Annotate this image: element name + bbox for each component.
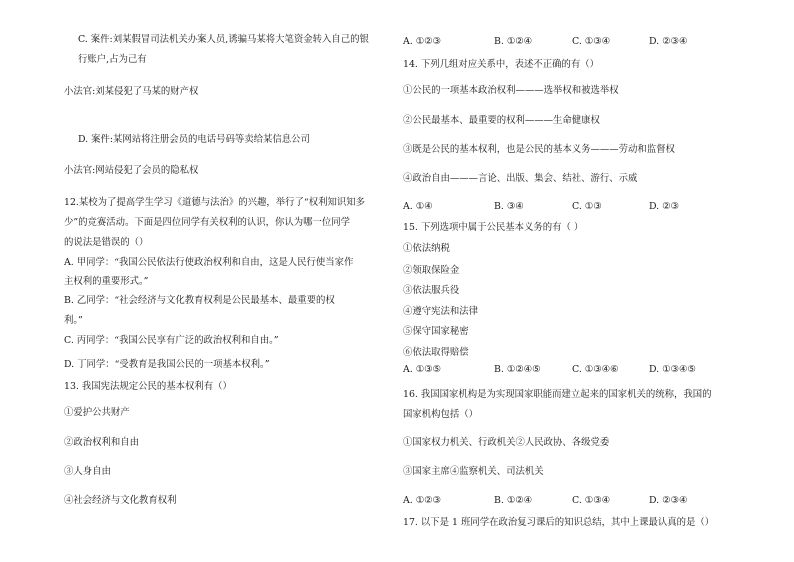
option-a: A. ①②③ (403, 495, 441, 506)
q16-item-1: ①国家权力机关、行政机关②人民政协、各级党委 (403, 437, 610, 448)
q16-item-2: ③国家主席④监察机关、司法机关 (403, 466, 544, 477)
option-b: B. ①②④ (494, 36, 533, 47)
q15-item-3: ③依法服兵役 (403, 285, 460, 296)
q13-item-2: ②政治权利和自由 (64, 437, 140, 448)
q14-item-2: ②公民最基本、最重要的权利———生命健康权 (403, 115, 600, 126)
option-c-case-cont: 行账户,占为己有 (78, 54, 147, 65)
option-b: B. ①②④⑤ (494, 364, 541, 375)
option-b: B. ①②④ (494, 495, 533, 506)
option-c-case: C. 案件:刘某假冒司法机关办案人员,诱骗马某将大笔资金转入自己的银 (78, 34, 369, 45)
q12-option-b-line2: 利。” (64, 315, 83, 326)
option-d-case: D. 案件:某网站将注册会员的电话号码等卖给某信息公司 (78, 134, 310, 145)
q13-item-4: ④社会经济与文化教育权利 (64, 495, 177, 506)
option-c: C. ①③④ (572, 495, 611, 506)
q14-stem: 14. 下列几组对应关系中，表述不正确的有（） (403, 59, 600, 70)
option-c: C. ①③④ (572, 36, 611, 47)
q14-item-4: ④政治自由———言论、出版、集会、结社、游行、示威 (403, 173, 638, 184)
q14-item-3: ③既是公民的基本权利，也是公民的基本义务———劳动和监督权 (403, 144, 675, 155)
q14-item-1: ①公民的一项基本政治权利———选举权和被选举权 (403, 85, 619, 96)
option-d: D. ②③④ (649, 495, 688, 506)
q15-stem: 15. 下列选项中属于公民基本义务的有（ ） (403, 222, 584, 233)
q12-option-d: D. 丁同学：“受教育是我国公民的一项基本权利。” (64, 359, 270, 370)
q12-stem-line1: 12.某校为了提高学生学习《道德与法治》的兴趣，举行了“权利知识知多 (64, 197, 365, 208)
q12-option-b-line1: B. 乙同学：“社会经济与文化教育权利是公民最基本、最重要的权 (64, 295, 335, 306)
q12-option-a-line1: A. 甲同学：“我国公民依法行使政治权利和自由，这是人民行使当家作 (64, 257, 354, 268)
option-c: C. ①③ (572, 201, 602, 212)
q15-item-5: ⑤保守国家秘密 (403, 326, 469, 337)
q12-stem-line2: 少”的竞赛活动。下面是四位同学有关权利的认识，你认为哪一位同学 (64, 217, 351, 228)
q12-option-c: C. 丙同学：“我国公民享有广泛的政治权利和自由。” (64, 335, 279, 346)
option-b: B. ③④ (494, 201, 524, 212)
option-a: A. ①②③ (403, 36, 441, 47)
q13-item-3: ③人身自由 (64, 466, 111, 477)
option-d: D. ②③ (649, 201, 679, 212)
q13-stem: 13. 我国宪法规定公民的基本权利有（） (64, 381, 232, 392)
option-d-judge: 小法官:网站侵犯了会员的隐私权 (64, 165, 199, 176)
option-d: D. ①③④⑤ (649, 364, 696, 375)
q15-item-6: ⑥依法取得赔偿 (403, 347, 469, 358)
option-a: A. ①③⑤ (403, 364, 441, 375)
option-a: A. ①④ (403, 201, 433, 212)
q12-option-a-line2: 主权利的重要形式。” (64, 276, 149, 287)
option-c: C. ①③④⑥ (572, 364, 619, 375)
q15-item-1: ①依法纳税 (403, 243, 450, 254)
option-d: D. ②③④ (649, 36, 688, 47)
q17-stem: 17. 以下是 1 班同学在政治复习课后的知识总结，其中上课最认真的是（） (403, 517, 715, 528)
q16-stem-line1: 16. 我国国家机构是为实现国家职能而建立起来的国家机关的统称，我国的 (403, 389, 712, 400)
q16-stem-line2: 国家机构包括（） (403, 409, 479, 420)
q15-item-2: ②领取保险金 (403, 265, 460, 276)
q15-item-4: ④遵守宪法和法律 (403, 306, 479, 317)
q12-stem-line3: 的说法是错误的（） (64, 237, 149, 248)
q13-item-1: ①爱护公共财产 (64, 407, 130, 418)
option-c-judge: 小法官:刘某侵犯了马某的财产权 (64, 86, 199, 97)
